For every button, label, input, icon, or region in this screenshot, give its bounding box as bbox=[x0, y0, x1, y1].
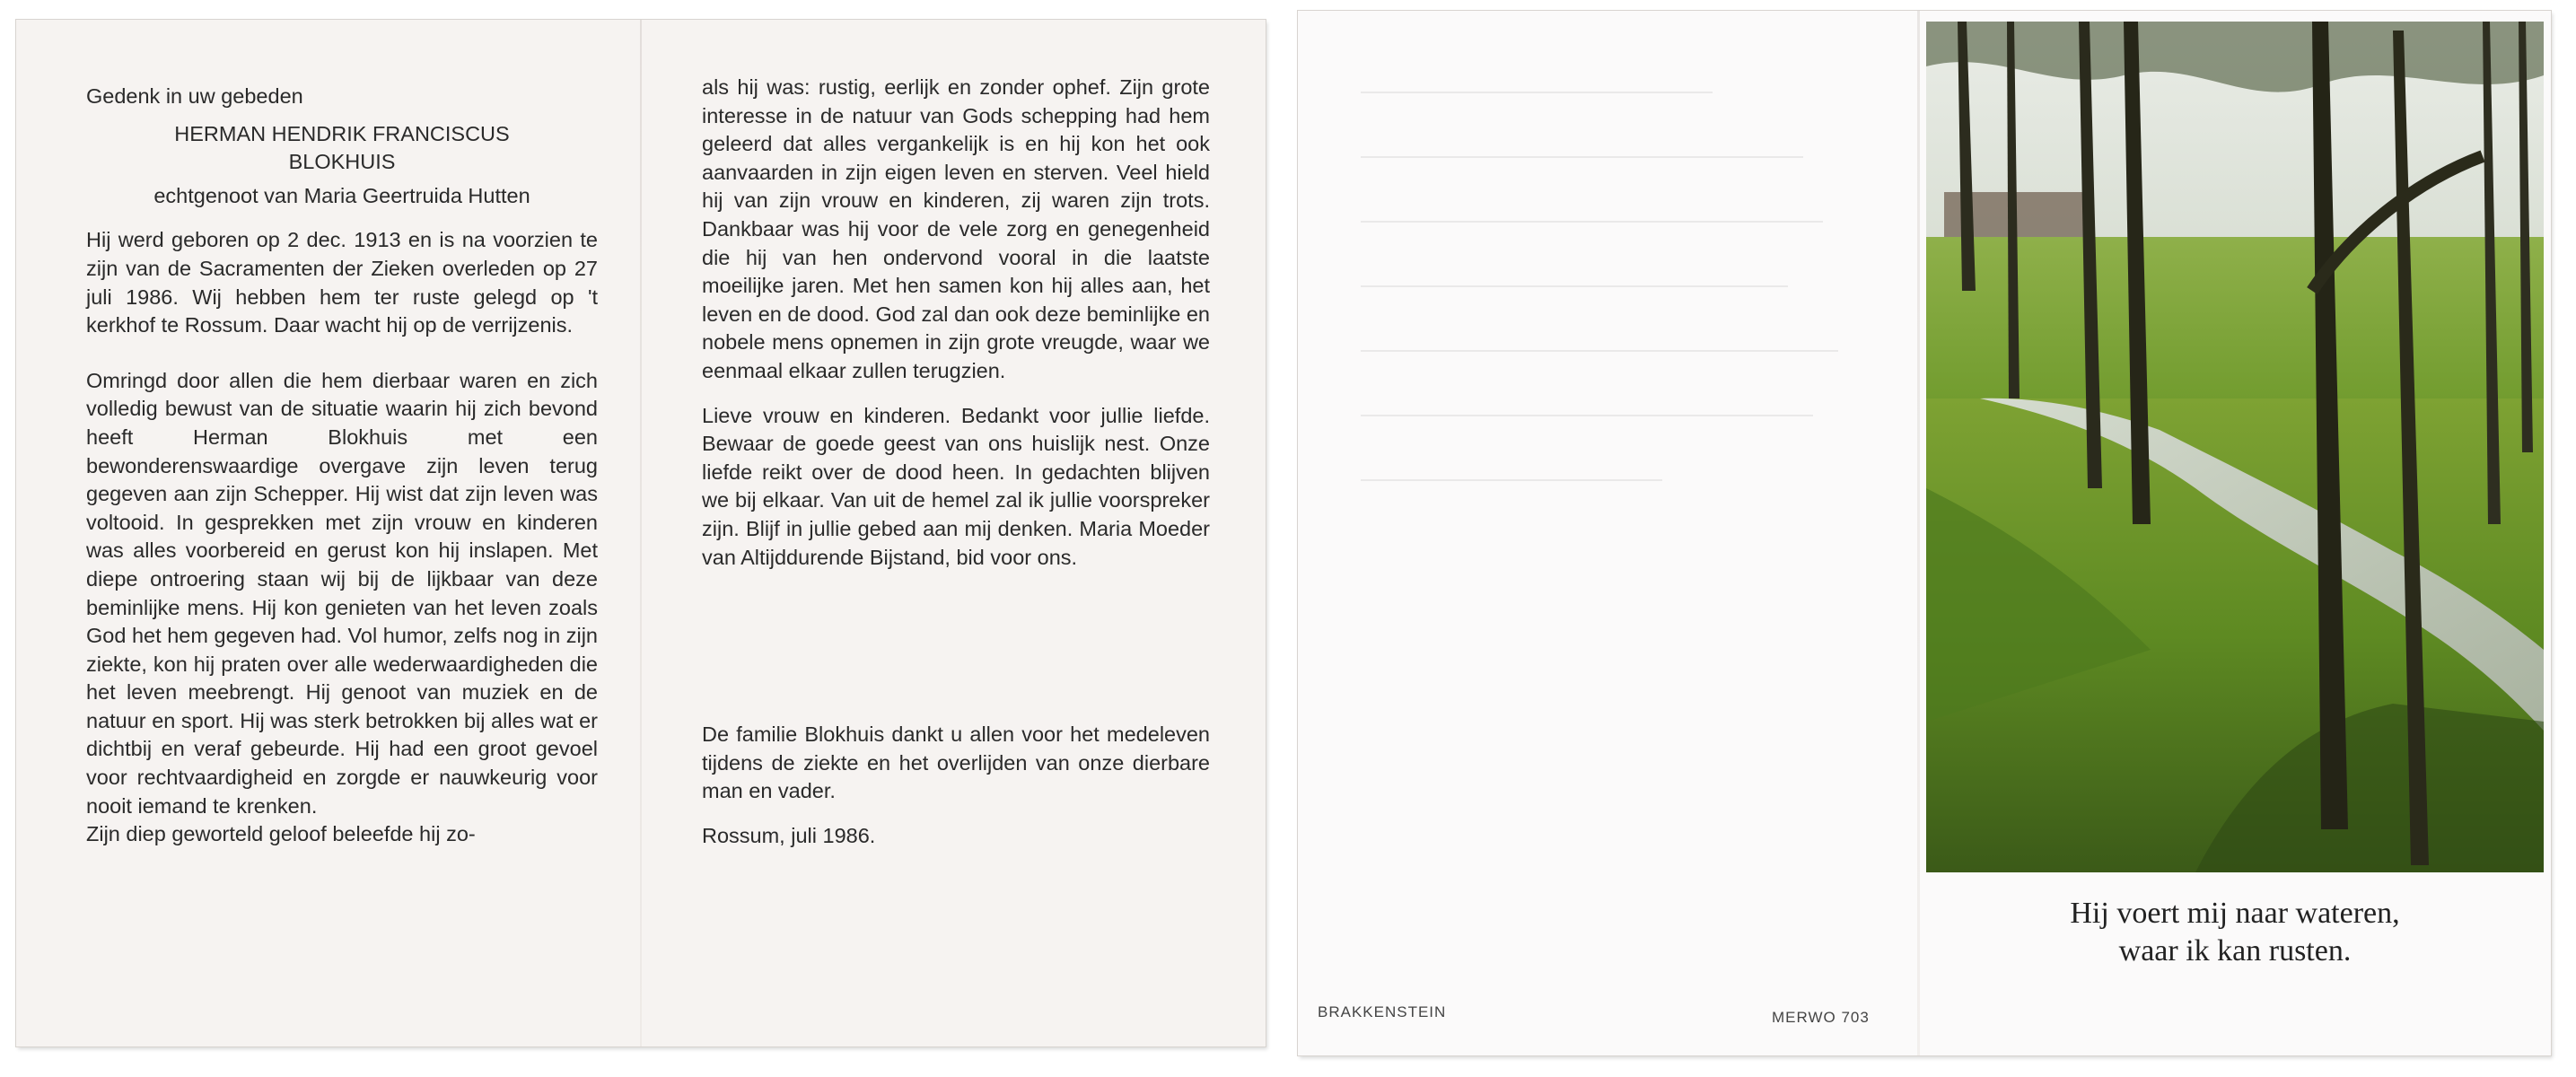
verse-line1: Hij voert mij naar wateren, bbox=[2070, 897, 2400, 930]
scripture-verse bbox=[1926, 895, 2544, 970]
show-through-texture bbox=[1361, 65, 1863, 711]
birth-death-paragraph: Hij werd geboren op 2 dec. 1913 en is na voorzien te zijn van de Sacramenten der Zieken overleden op 27 juli 1986. Wij hebben hem ter ruste gelegd op 't kerkhof te Rossum. Daar wacht hij op de verrijzenis. bbox=[86, 228, 598, 337]
right-column bbox=[702, 74, 1210, 850]
spouse-line: echtgenoot van Maria Geertruida Hutten bbox=[153, 183, 530, 207]
place-date: Rossum, juli 1986. bbox=[702, 823, 876, 847]
card-fold bbox=[640, 20, 642, 1046]
card-fold bbox=[1917, 11, 1920, 1055]
deceased-name-line2: BLOKHUIS bbox=[288, 150, 396, 174]
faith-paragraph-continued: als hij was: rustig, eerlijk en zonder ophef. Zijn grote interesse in de natuur van Gods schepping had hem geleerd dat alles vergankelijk is en hij kon het ook aanvaarden in zijn eigen leven en sterven. Veel hield hij van zijn vrouw en kinderen, zij waren zijn trots. Dankbaar was hij voor de vele zorg en genegenheid die hij van hen ondervond vooral in die laatste moeilijke jaren. Met hen samen kon hij alles aan, het leven en de dood. God zal dan ook deze beminlijke en nobele mens opnemen in zijn grote vreugde, waar we eenmaal elkaar zullen terugzien. bbox=[702, 75, 1210, 382]
card-code-label: MERWO 703 bbox=[1772, 1009, 1870, 1026]
landscape-photo-drawing bbox=[1926, 22, 2544, 872]
thanks-paragraph: De familie Blokhuis dankt u allen voor het medeleven tijdens de ziekte en het overlijden van onze dierbare man en vader. bbox=[702, 722, 1210, 803]
verse-line2: waar ik kan rusten. bbox=[2118, 934, 2352, 968]
intro-line: Gedenk in uw gebeden bbox=[86, 84, 303, 108]
inner-card bbox=[16, 20, 1266, 1046]
landscape-photo bbox=[1926, 22, 2544, 872]
deceased-name-line1: HERMAN HENDRIK FRANCISCUS bbox=[174, 121, 510, 145]
outer-card bbox=[1298, 11, 2551, 1055]
farewell-paragraph: Lieve vrouw en kinderen. Bedankt voor jullie liefde. Bewaar de goede geest van ons huislijk nest. Onze liefde reikt over de dood heen. In gedachten blijven we bij elkaar. Van uit de hemel zal ik jullie voorspreker zijn. Blijf in jullie gebed aan mij denken. Maria Moeder van Altijddurende Bijstand, bid voor ons. bbox=[702, 403, 1210, 569]
publisher-label: BRAKKENSTEIN bbox=[1318, 1003, 1447, 1020]
faith-paragraph-start: Zijn diep geworteld geloof beleefde hij zo- bbox=[86, 822, 476, 846]
tribute-paragraph: Omringd door allen die hem dierbaar waren en zich volledig bewust van de situatie waarin hij zich bevond heeft Herman Blokhuis met een bewonderenswaardige overgave zijn leven terug gegeven aan zijn Schepper. Hij wist dat zijn leven was voltooid. In gesprekken met zijn vrouw en kinderen was alles voorbereid en gerust kon hij inslapen. Met diepe ontroering staan wij bij de lijkbaar van deze beminlijke mens. Hij kon genieten van het leven zoals God het hem gegeven had. Vol humor, zelfs nog in zijn ziekte, kon hij praten over alle wederwaardigheden die het leven meebrengt. Hij genoot van muziek en de natuur en sport. Hij was sterk betrokken bij alles wat er dichtbij en veraf gebeurde. Hij had een groot gevoel voor rechtvaardigheid en zorgde er nauwkeurig voor nooit iemand te krenken. bbox=[86, 368, 598, 818]
left-column bbox=[86, 83, 598, 849]
